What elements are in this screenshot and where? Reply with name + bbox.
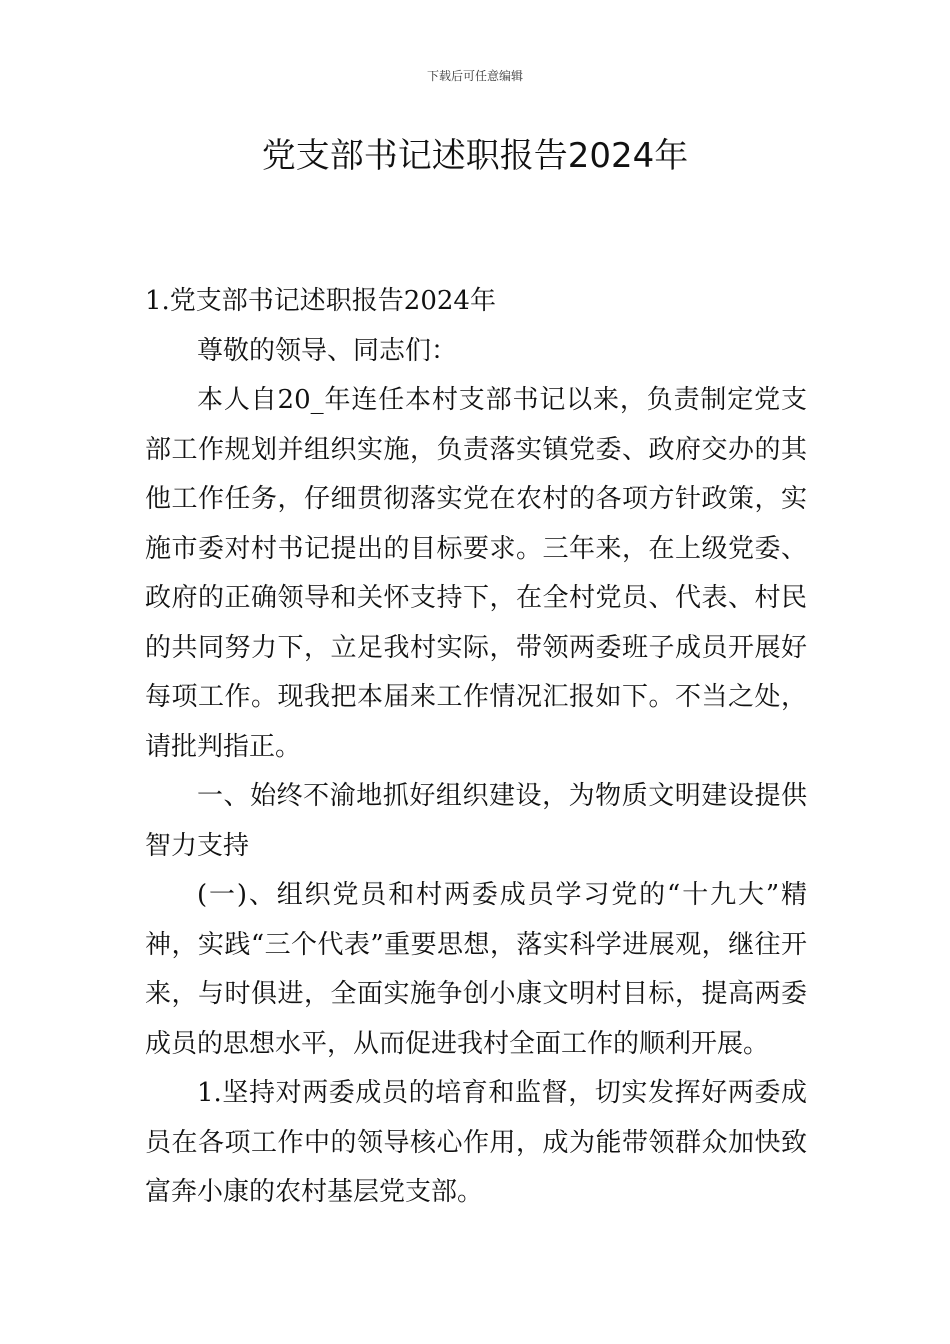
document-body [145, 277, 807, 1218]
paragraph-item-one: 1.坚持对两委成员的培育和监督，切实发挥好两委成员在各项工作中的领导核心作用，成为能带领群众加快致富奔小康的农村基层党支部。 [145, 1078, 807, 1207]
document-title: 党支部书记述职报告2024年 [261, 136, 689, 176]
paragraph-subsection-one: (一)、组织党员和村两委成员学习党的“十九大”精神，实践“三个代表”重要思想，落实科学进展观，继往开来，与时俱进，全面实施争创小康文明村目标，提高两委成员的思想水平，从而促进我村全面工作的顺利开展。 [145, 880, 807, 1059]
paragraph-intro: 本人自20_年连任本村支部书记以来，负责制定党支部工作规划并组织实施，负责落实镇党委、政府交办的其他工作任务，仔细贯彻落实党在农村的各项方针政策，实施市委对村书记提出的目标要求。三年来，在上级党委、政府的正确领导和关怀支持下，在全村党员、代表、村民的共同努力下，立足我村实际，带领两委班子成员开展好每项工作。现我把本届来工作情况汇报如下。不当之处，请批判指正。 [145, 385, 807, 762]
paragraph-salutation: 尊敬的领导、同志们： [197, 335, 458, 366]
paragraph-section-heading: 1.党支部书记述职报告2024年 [145, 286, 496, 316]
header-note: 下载后可任意编辑 [426, 69, 523, 83]
paragraph-heading-one: 一、始终不渝地抓好组织建设，为物质文明建设提供智力支持 [145, 781, 807, 861]
